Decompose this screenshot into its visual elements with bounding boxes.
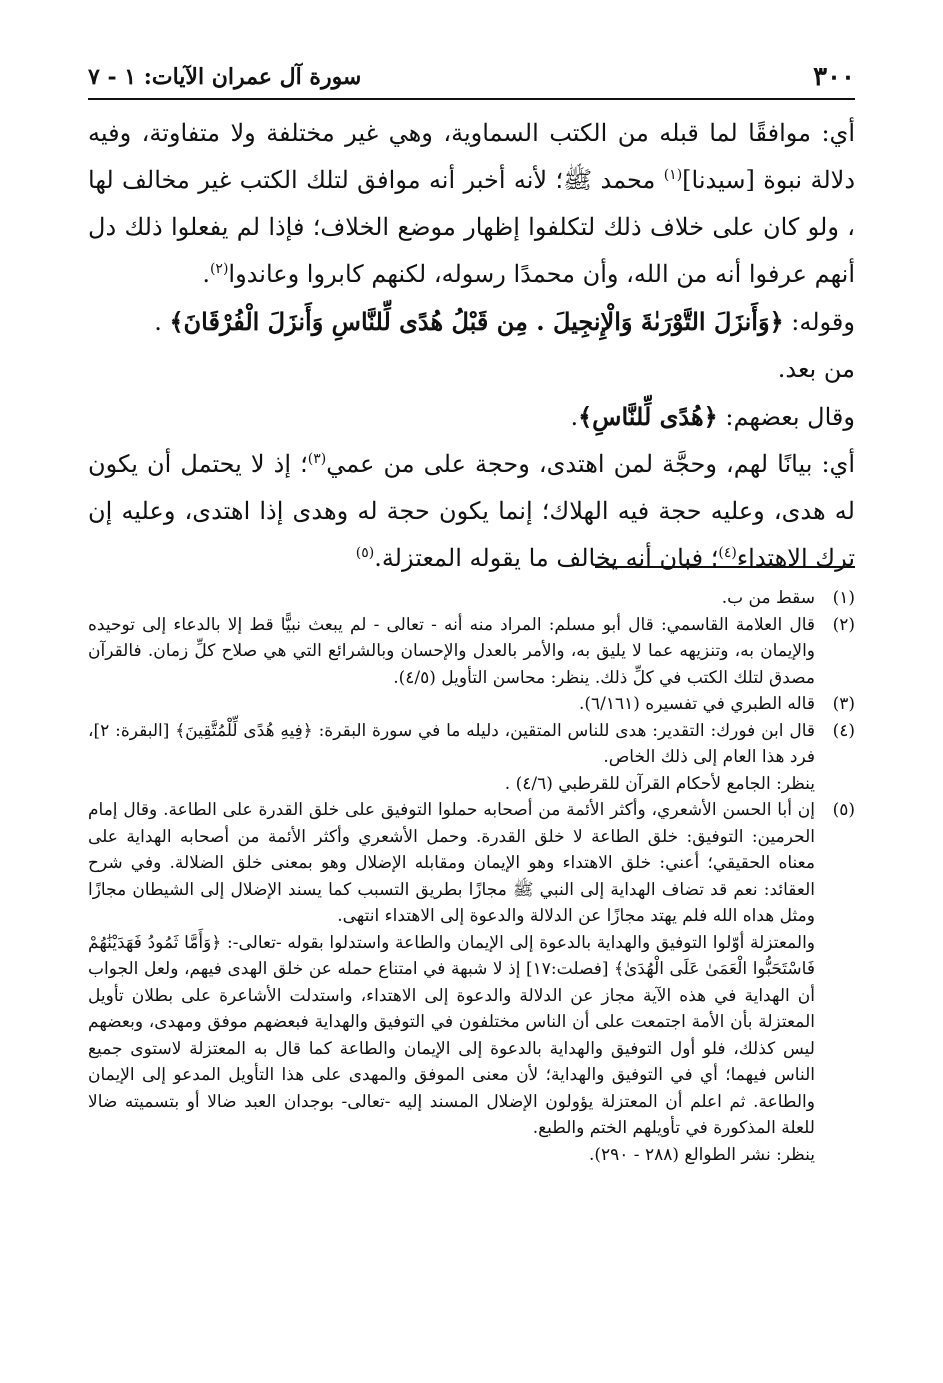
footnote [88,797,855,930]
footnotes [88,585,855,1168]
footnote-text: سقط من ب. [721,588,815,608]
main-text [88,110,855,582]
footnote-divider [595,566,855,568]
footnote-text: إن أبا الحسن الأشعري، وأكثر الأئمة من أصحابه حملوا التوفيق على خلق القدرة على الطاعة. وقال إمام الحرمين: التوفيق: خلق الطاعة لا خلق القدرة. وحمل الأشعري وأكثر الأئمة من أصحابه الهداية على معناه الحقيقي؛ أعني: خلق الاهتداء وهو الإيمان ومقابله الإضلال وهو بمعنى خلق الضلالة. وفي شرح العقائد: نعم قد تضاف الهداية إلى النبي ﷺ مجازًا بطريق التسبب كما يسند الإضلال إلى الشيطان مجازًا ومثل هداه الله فلم يهتد مجازًا عن الدلالة والدعوة إلى الاهتداء انتهى. [88,800,815,926]
paragraph-5: أي: بيانًا لهم، وحجَّة لمن اهتدى، وحجة على من عمي$^{(٣)}$؛ إذ لا يحتمل أن يكون له هدى، وعليه حجة فيه الهلاك؛ إنما يكون حجة له وهدى إذا اهتدى، وعليه إن ترك الاهتداء$^{(٤)}$؛ فبان أنه يخالف ما يقوله المعتزلة.$^{(٥)}$ [88,450,855,572]
footnote-ref-5[interactable]: (٥) [355,545,375,561]
footnote-number: (٤) [832,720,855,741]
sura-title: سورة آل عمران الآيات: ١ - ٧ [88,64,362,90]
footnote-number: (٣) [832,694,855,714]
footnote-ref-3[interactable]: (٣) [307,451,327,467]
paragraph-2: وقوله: ﴿وَأَنزَلَ التَّوْرَىٰةَ وَالْإِنجِيلَ . مِن قَبْلُ هُدًى لِّلنَّاسِ وَأَنزَلَ الْفُرْقَانَ﴾ . [154,307,855,336]
paragraph-1: أي: موافقًا لما قبله من الكتب السماوية، وهي غير مختلفة ولا متفاوتة، وفيه دلالة نبوة [سيدنا]$^{(١)}$ محمد ﷺ؛ لأنه أخبر أنه موافق لتلك الكتب غير مخالف لها ، ولو كان على خلاف ذلك لتكلفوا إظهار موضع الخلاف؛ فإذا لم يفعلوا ذلك دل أنهم عرفوا أنه من الله، وأن محمدًا رسوله، لكنهم كابروا وعاندوا$^{(٢)}$. [88,119,856,288]
footnote [88,585,855,612]
footnote-continuation: والمعتزلة أوّلوا التوفيق والهداية بالدعوة إلى الإيمان والطاعة واستدلوا بقوله -تعالى-: ﴿وَأَمَّا ثَمُودُ فَهَدَيْنَٰهُمْ فَاسْتَحَبُّوا الْعَمَىٰ عَلَى الْهُدَىٰ﴾ [فصلت:١٧] إذ لا شبهة في امتناع حمله عن خلق الهدى فيهم، ولعل الجواب أن الهداية في هذه الآية مجاز عن الدلالة والدعوة إلى الاهتداء، واستدلت الأشاعرة على بطلان تأويل المعتزلة بأن الأمة اجتمعت على أن الناس مختلفون في التوفيق والهداية فبعضهم موفق ومهدى، وبعضهم ليس كذلك، فلو أول التوفيق والهداية بالدعوة إلى الإيمان والطاعة كما قال به المعتزلة لاستوى جميع الناس فيهما؛ أي في التوفيق والهداية؛ لأن معنى الموفق والمهدى على هذا التأويل المدعو إلى الإيمان والطاعة. ثم اعلم أن المعتزلة يؤولون الإضلال المسند إليه -تعالى- بوجدان العبد ضالا أو بتسميته ضالا للعلة المذكورة في تأويلهم الختم والطبع. [88,932,815,1138]
paragraph-3: من بعد. [777,355,855,383]
page-header [88,58,855,100]
footnote-ref-2[interactable]: (٢) [209,261,229,277]
page-number: ٣٠٠ [813,62,855,92]
footnote-number: (٥) [832,800,855,820]
footnote-text: قال ابن فورك: التقدير: هدى للناس المتقين، دليله ما في سورة البقرة: ﴿فِيهِ هُدًى لِّلْمُتَّقِينَ﴾ [البقرة: ٢]، فرد هذا العام إلى ذلك الخاص. [88,720,815,767]
quran-verse: ﴿وَأَنزَلَ التَّوْرَىٰةَ وَالْإِنجِيلَ . مِن قَبْلُ هُدًى لِّلنَّاسِ وَأَنزَلَ الْفُرْقَانَ﴾ [169,307,784,336]
footnote [88,718,855,771]
footnote-ref-4[interactable]: (٤) [718,545,737,561]
footnote-continuation: ينظر: الجامع لأحكام القرآن للقرطبي (٤/٦) . [504,773,815,794]
footnote [88,691,855,718]
footnote-number: (٢) [832,614,855,635]
footnote-text: قاله الطبري في تفسيره (٦/١٦١). [578,694,815,714]
footnote-number: (١) [832,588,855,608]
footnote [88,612,855,692]
quran-verse: ﴿هُدًى لِّلنَّاسِ﴾ [578,402,718,431]
footnote-ref-1[interactable]: (١) [663,167,683,183]
footnote-text: قال العلامة القاسمي: قال أبو مسلم: المراد منه أنه - تعالى - لم يبعث نبيًّا قط إلا بالدعاء إلى توحيده والإيمان به، وتنزيهه عما لا يليق به، والأمر بالعدل والإحسان وبالشرائع التي هي صلاح كلِّ زمان. فالقرآن مصدق لتلك الكتب في كلِّ ذلك. ينظر: محاسن التأويل (٤/٥). [88,614,815,688]
footnote-continuation: ينظر: نشر الطوالع (٢٨٨ - ٢٩٠). [588,1144,815,1165]
paragraph-4: وقال بعضهم: ﴿هُدًى لِّلنَّاسِ﴾. [570,402,855,431]
